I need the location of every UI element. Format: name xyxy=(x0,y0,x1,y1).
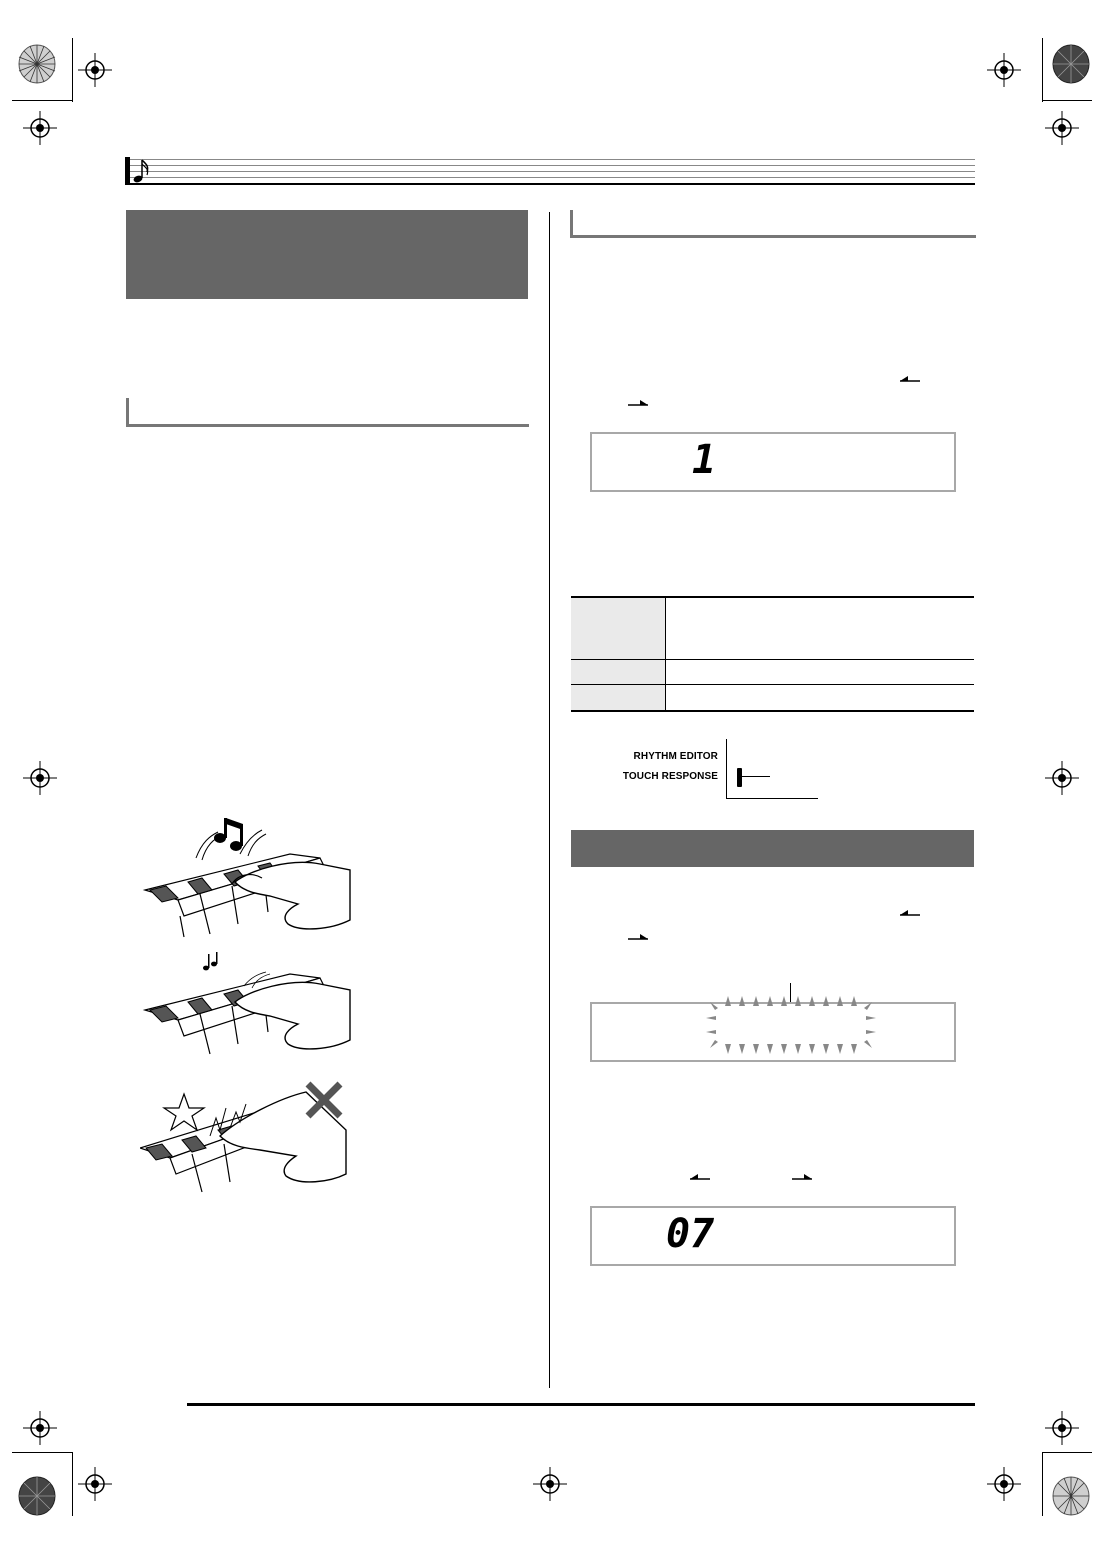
crop-mark xyxy=(72,1452,73,1516)
table-column-divider xyxy=(665,598,666,710)
registration-mark-icon xyxy=(23,111,57,145)
table-label-cell xyxy=(571,660,665,684)
crop-mark xyxy=(72,38,73,102)
registration-mark-icon xyxy=(987,53,1021,87)
section-heading-bar xyxy=(571,830,974,867)
table-rule xyxy=(571,710,974,712)
staff-line xyxy=(125,171,975,172)
flashing-indicator-icon xyxy=(700,990,880,1060)
footer-rule xyxy=(187,1403,975,1406)
arrow-right-icon xyxy=(792,1172,814,1182)
registration-mark-icon xyxy=(78,53,112,87)
panel-divider xyxy=(726,798,818,799)
staff-line xyxy=(125,177,975,178)
touch-response-label: TOUCH RESPONSE xyxy=(622,771,718,782)
lcd-value: 1 xyxy=(692,437,717,483)
crop-mark xyxy=(1042,100,1092,101)
registration-mark-icon xyxy=(23,1411,57,1445)
registration-mark-icon xyxy=(1045,761,1079,795)
color-calibration-icon xyxy=(18,1476,56,1516)
table-label-cell xyxy=(571,685,665,710)
crop-mark xyxy=(1042,38,1043,102)
color-calibration-icon xyxy=(18,44,56,84)
registration-mark-icon xyxy=(533,1467,567,1501)
staff-line xyxy=(125,165,975,166)
color-calibration-icon xyxy=(1052,44,1090,84)
crop-mark xyxy=(1042,1452,1043,1516)
arrow-left-icon xyxy=(898,374,920,384)
column-divider xyxy=(549,212,550,1388)
subsection-heading-frame xyxy=(570,210,976,238)
lcd-display xyxy=(590,1206,956,1266)
staff-baseline xyxy=(125,183,975,185)
eighth-note-icon xyxy=(132,158,152,184)
crop-mark xyxy=(1042,1452,1092,1453)
arrow-right-icon xyxy=(628,932,650,942)
section-heading-bar xyxy=(126,210,528,299)
hand-soft-keypress-icon xyxy=(140,952,352,1058)
registration-mark-icon xyxy=(987,1467,1021,1501)
crop-mark xyxy=(12,1452,72,1453)
staff-line xyxy=(125,159,975,160)
registration-mark-icon xyxy=(1045,1411,1079,1445)
arrow-left-icon xyxy=(898,908,920,918)
arrow-left-icon xyxy=(688,1172,710,1182)
table-label-cell xyxy=(571,598,665,659)
panel-divider xyxy=(726,739,727,799)
registration-mark-icon xyxy=(1045,111,1079,145)
touch-response-indicator xyxy=(737,768,742,787)
crop-mark xyxy=(12,100,72,101)
registration-mark-icon xyxy=(78,1467,112,1501)
hand-strong-keypress-icon xyxy=(140,812,352,940)
staff-bar xyxy=(125,157,130,185)
lcd-display xyxy=(590,432,956,492)
lcd-value: 07 xyxy=(666,1211,715,1257)
hand-incorrect-keypress-icon xyxy=(140,1078,352,1194)
indicator-leader xyxy=(742,776,770,777)
color-calibration-icon xyxy=(1052,1476,1090,1516)
arrow-right-icon xyxy=(628,398,650,408)
registration-mark-icon xyxy=(23,761,57,795)
rhythm-editor-label: RHYTHM EDITOR xyxy=(633,751,718,762)
subsection-heading-frame xyxy=(126,398,529,427)
